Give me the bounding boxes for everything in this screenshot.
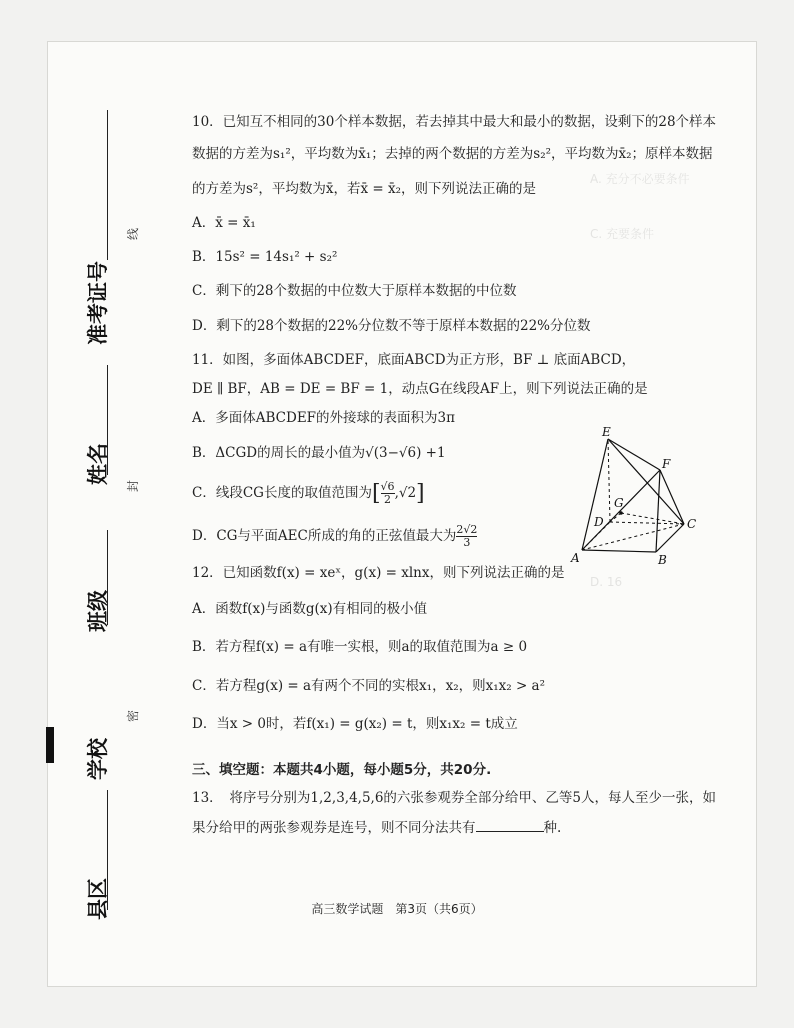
label-c: C bbox=[687, 517, 697, 531]
seal-feng-mark: 封 bbox=[126, 479, 140, 492]
label-name: 姓名 bbox=[86, 443, 110, 485]
edge-ef bbox=[608, 439, 660, 470]
label-d: D bbox=[594, 515, 604, 529]
q10-line3: 的方差为s²，平均数为x̄，若x̄ = x̄₂，则下列说法正确的是 bbox=[192, 180, 536, 197]
q11-option-c-upper: ,√2 bbox=[394, 484, 417, 501]
fraction-denominator: 2 bbox=[381, 493, 395, 506]
edge-bc bbox=[656, 524, 684, 552]
q12-option-d: D．当x > 0时，若f(x₁) = g(x₂) = t，则x₁x₂ = t成立 bbox=[192, 715, 518, 732]
edge-gd bbox=[610, 513, 621, 522]
q10-option-c: C．剩下的28个数据的中位数大于原样本数据的中位数 bbox=[192, 283, 517, 300]
label-f: F bbox=[662, 457, 671, 471]
bleed-through-text: D. 16 bbox=[590, 575, 623, 589]
page-footer: 高三数学试题 第3页（共6页） bbox=[311, 902, 483, 916]
q12-line1: 12．已知函数f(x) = xeˣ，g(x) = xlnx，则下列说法正确的是 bbox=[192, 564, 565, 581]
seal-mi-mark: 密 bbox=[126, 709, 140, 722]
label-school: 学校 bbox=[86, 738, 110, 780]
q11-option-b: B．ΔCGD的周长的最小值为√(3−√6) +1 bbox=[192, 444, 446, 461]
fraction bbox=[456, 524, 477, 549]
answer-blank[interactable] bbox=[476, 831, 544, 832]
q10-option-b: B．15s² = 14s₁² + s₂² bbox=[192, 249, 338, 265]
q11-option-a: A．多面体ABCDEF的外接球的表面积为3π bbox=[192, 410, 456, 427]
edge-ae bbox=[582, 439, 608, 550]
q12-option-a: A．函数f(x)与函数g(x)有相同的极小值 bbox=[192, 601, 428, 618]
bleed-through-text: C. 充要条件 bbox=[590, 227, 655, 241]
label-b: B bbox=[658, 553, 667, 567]
edge-bf bbox=[656, 470, 660, 552]
bracket-right: ] bbox=[416, 480, 425, 506]
q13-line2 bbox=[192, 818, 737, 838]
bracket-left: [ bbox=[371, 480, 381, 506]
point-g bbox=[619, 511, 623, 515]
label-g: G bbox=[614, 496, 624, 510]
edge-dc bbox=[610, 522, 684, 524]
edge-fc bbox=[660, 470, 684, 524]
edge-ab bbox=[582, 550, 656, 552]
q10-line2: 数据的方差为s₁²，平均数为x̄₁；去掉的两个数据的方差为s₂²，平均数为x̄₂；原样本数据 bbox=[192, 146, 713, 163]
section-3-heading: 三、填空题：本题共4小题，每小题5分，共20分. bbox=[192, 762, 492, 779]
label-a: A bbox=[571, 551, 580, 565]
q12-option-c: C．若方程g(x) = a有两个不同的实根x₁，x₂，则x₁x₂ > a² bbox=[192, 677, 546, 694]
q11-line2: DE ∥ BF，AB = DE = BF = 1，动点G在线段AF上，则下列说法正确的是 bbox=[192, 381, 648, 397]
q10-line1: 10．已知互不相同的30个样本数据，若去掉其中最大和最小的数据，设剩下的28个样本 bbox=[192, 114, 717, 130]
label-exam-number: 准考证号 bbox=[86, 261, 110, 345]
label-district: 县区 bbox=[86, 878, 110, 920]
label-class: 班级 bbox=[86, 590, 110, 632]
margin-rule bbox=[107, 110, 108, 260]
label-e: E bbox=[602, 425, 611, 439]
q12-option-b: B．若方程f(x) = a有唯一实根，则a的取值范围为a ≥ 0 bbox=[192, 639, 528, 656]
q11-option-c-text: C．线段CG长度的取值范围为 bbox=[192, 484, 372, 501]
q13-text: 果分给甲的两张参观券是连号，则不同分法共有 bbox=[192, 819, 476, 836]
edge-de bbox=[608, 439, 610, 522]
bleed-through-text: A. 充分不必要条件 bbox=[590, 172, 690, 186]
binding-mark bbox=[46, 727, 54, 763]
q10-option-d: D．剩下的28个数据的22%分位数不等于原样本数据的22%分位数 bbox=[192, 317, 591, 334]
polyhedron-figure bbox=[568, 425, 708, 570]
q11-line1: 11．如图，多面体ABCDEF，底面ABCD为正方形，BF ⊥ 底面ABCD， bbox=[192, 351, 636, 368]
fraction bbox=[381, 481, 395, 506]
fraction-denominator: 3 bbox=[456, 536, 477, 549]
fraction-numerator: √6 bbox=[380, 479, 395, 493]
fraction-numerator: 2√2 bbox=[456, 522, 478, 536]
q10-option-a: A．x̄ = x̄₁ bbox=[192, 214, 256, 231]
q13-unit: 种. bbox=[543, 819, 562, 836]
q11-option-d-text: D．CG与平面AEC所成的角的正弦值最大为 bbox=[192, 527, 457, 544]
seal-line-mark: 线 bbox=[126, 227, 140, 240]
q13-line1: 13． 将序号分别为1,2,3,4,5,6的六张参观券全部分给甲、乙等5人，每人至少一张，如 bbox=[192, 790, 717, 807]
edge-af bbox=[582, 470, 660, 550]
